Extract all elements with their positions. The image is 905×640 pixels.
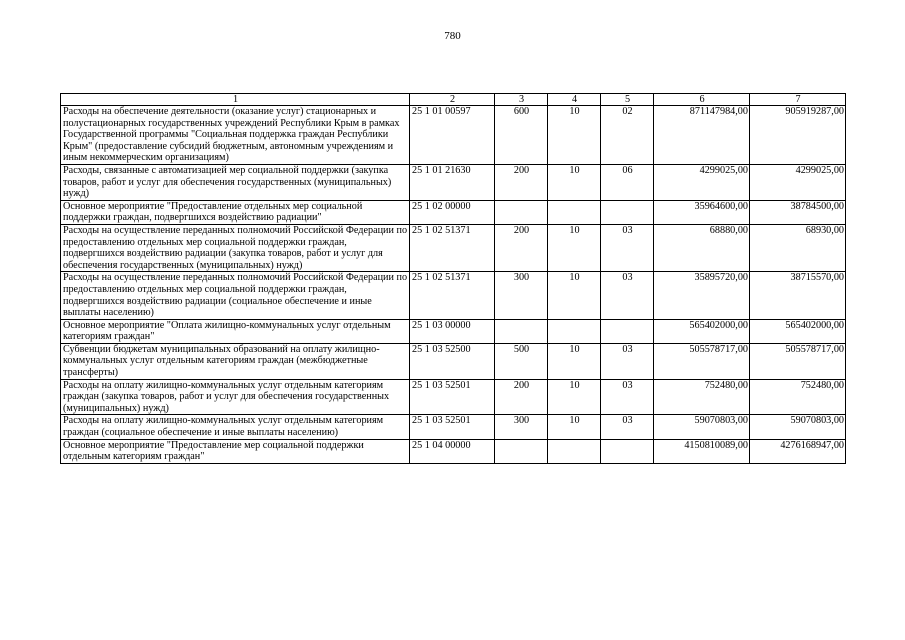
expense-type-cell: 300 bbox=[495, 272, 548, 319]
expense-name-cell: Расходы на осуществление переданных полномочий Российской Федерации по предоставлению отдельных мер социальной поддержки граждан, подвергшихся воздействию радиации (социальное обеспечение и иные выплаты населению) bbox=[61, 272, 410, 319]
expense-name-cell: Расходы, связанные с автоматизацией мер социальной поддержки (закупка товаров, работ и услуг для обеспечения государственных (муниципальных) нужд) bbox=[61, 164, 410, 200]
target-code-cell: 25 1 03 52501 bbox=[410, 379, 495, 415]
amount-year1-cell: 565402000,00 bbox=[654, 319, 750, 343]
section-cell: 10 bbox=[548, 379, 601, 415]
section-cell bbox=[548, 439, 601, 463]
expense-name-cell: Расходы на оплату жилищно-коммунальных услуг отдельным категориям граждан (социальное обеспечение и иные выплаты населению) bbox=[61, 415, 410, 439]
expense-name-cell: Основное мероприятие "Предоставление мер социальной поддержки отдельным категориям граждан" bbox=[61, 439, 410, 463]
expense-type-cell: 200 bbox=[495, 164, 548, 200]
target-code-cell: 25 1 03 00000 bbox=[410, 319, 495, 343]
amount-year2-cell: 905919287,00 bbox=[750, 106, 846, 165]
section-cell: 10 bbox=[548, 224, 601, 271]
amount-year1-cell: 752480,00 bbox=[654, 379, 750, 415]
expense-name-cell: Основное мероприятие "Оплата жилищно-коммунальных услуг отдельным категориям граждан" bbox=[61, 319, 410, 343]
expense-name-cell: Основное мероприятие "Предоставление отдельных мер социальной поддержки граждан, подвергшихся воздействию радиации" bbox=[61, 200, 410, 224]
column-number-header: 4 bbox=[548, 94, 601, 106]
subsection-cell bbox=[601, 200, 654, 224]
section-cell: 10 bbox=[548, 164, 601, 200]
table-row bbox=[61, 272, 846, 319]
amount-year2-cell: 38715570,00 bbox=[750, 272, 846, 319]
expense-type-cell bbox=[495, 319, 548, 343]
amount-year2-cell: 38784500,00 bbox=[750, 200, 846, 224]
amount-year2-cell: 752480,00 bbox=[750, 379, 846, 415]
amount-year1-cell: 871147984,00 bbox=[654, 106, 750, 165]
expense-type-cell: 500 bbox=[495, 343, 548, 379]
amount-year1-cell: 4150810089,00 bbox=[654, 439, 750, 463]
target-code-cell: 25 1 04 00000 bbox=[410, 439, 495, 463]
table-header-row bbox=[61, 94, 846, 106]
subsection-cell: 03 bbox=[601, 224, 654, 271]
table-row bbox=[61, 200, 846, 224]
subsection-cell: 03 bbox=[601, 343, 654, 379]
column-number-header: 2 bbox=[410, 94, 495, 106]
page-number: 780 bbox=[444, 30, 461, 42]
expense-type-cell: 200 bbox=[495, 224, 548, 271]
target-code-cell: 25 1 02 00000 bbox=[410, 200, 495, 224]
expense-type-cell: 600 bbox=[495, 106, 548, 165]
target-code-cell: 25 1 02 51371 bbox=[410, 272, 495, 319]
expense-type-cell: 200 bbox=[495, 379, 548, 415]
amount-year1-cell: 59070803,00 bbox=[654, 415, 750, 439]
amount-year2-cell: 4299025,00 bbox=[750, 164, 846, 200]
target-code-cell: 25 1 03 52500 bbox=[410, 343, 495, 379]
table-row bbox=[61, 106, 846, 165]
subsection-cell: 06 bbox=[601, 164, 654, 200]
table-row bbox=[61, 164, 846, 200]
amount-year1-cell: 4299025,00 bbox=[654, 164, 750, 200]
expense-type-cell bbox=[495, 439, 548, 463]
amount-year2-cell: 505578717,00 bbox=[750, 343, 846, 379]
section-cell: 10 bbox=[548, 415, 601, 439]
table-row bbox=[61, 439, 846, 463]
amount-year1-cell: 68880,00 bbox=[654, 224, 750, 271]
table-row bbox=[61, 379, 846, 415]
column-number-header: 1 bbox=[61, 94, 410, 106]
target-code-cell: 25 1 01 21630 bbox=[410, 164, 495, 200]
expense-type-cell: 300 bbox=[495, 415, 548, 439]
column-number-header: 5 bbox=[601, 94, 654, 106]
column-number-header: 3 bbox=[495, 94, 548, 106]
amount-year1-cell: 35895720,00 bbox=[654, 272, 750, 319]
table-row bbox=[61, 319, 846, 343]
subsection-cell: 02 bbox=[601, 106, 654, 165]
table-row bbox=[61, 415, 846, 439]
amount-year1-cell: 35964600,00 bbox=[654, 200, 750, 224]
target-code-cell: 25 1 01 00597 bbox=[410, 106, 495, 165]
subsection-cell: 03 bbox=[601, 379, 654, 415]
expense-name-cell: Расходы на осуществление переданных полномочий Российской Федерации по предоставлению отдельных мер социальной поддержки граждан, подвергшихся воздействию радиации (закупка товаров, работ и услуг для обеспечения государственных (муниципальных) нужд) bbox=[61, 224, 410, 271]
section-cell bbox=[548, 200, 601, 224]
expense-type-cell bbox=[495, 200, 548, 224]
budget-table-body bbox=[61, 94, 846, 464]
column-number-header: 6 bbox=[654, 94, 750, 106]
amount-year1-cell: 505578717,00 bbox=[654, 343, 750, 379]
budget-table bbox=[60, 93, 846, 464]
table-row bbox=[61, 343, 846, 379]
target-code-cell: 25 1 03 52501 bbox=[410, 415, 495, 439]
column-number-header: 7 bbox=[750, 94, 846, 106]
table-row bbox=[61, 224, 846, 271]
subsection-cell bbox=[601, 319, 654, 343]
section-cell: 10 bbox=[548, 343, 601, 379]
amount-year2-cell: 68930,00 bbox=[750, 224, 846, 271]
section-cell: 10 bbox=[548, 272, 601, 319]
subsection-cell: 03 bbox=[601, 272, 654, 319]
subsection-cell bbox=[601, 439, 654, 463]
amount-year2-cell: 4276168947,00 bbox=[750, 439, 846, 463]
section-cell bbox=[548, 319, 601, 343]
expense-name-cell: Субвенции бюджетам муниципальных образований на оплату жилищно-коммунальных услуг отдельным категориям граждан (межбюджетные трансферты) bbox=[61, 343, 410, 379]
section-cell: 10 bbox=[548, 106, 601, 165]
target-code-cell: 25 1 02 51371 bbox=[410, 224, 495, 271]
expense-name-cell: Расходы на оплату жилищно-коммунальных услуг отдельным категориям граждан (закупка товаров, работ и услуг для обеспечения государственных (муниципальных) нужд) bbox=[61, 379, 410, 415]
expense-name-cell: Расходы на обеспечение деятельности (оказание услуг) стационарных и полустационарных государственных учреждений Республики Крым в рамках Государственной программы "Социальная поддержка граждан Республики Крым" (предоставление субсидий бюджетным, автономным учреждениям и иным некоммерческим организациям) bbox=[61, 106, 410, 165]
subsection-cell: 03 bbox=[601, 415, 654, 439]
amount-year2-cell: 59070803,00 bbox=[750, 415, 846, 439]
amount-year2-cell: 565402000,00 bbox=[750, 319, 846, 343]
